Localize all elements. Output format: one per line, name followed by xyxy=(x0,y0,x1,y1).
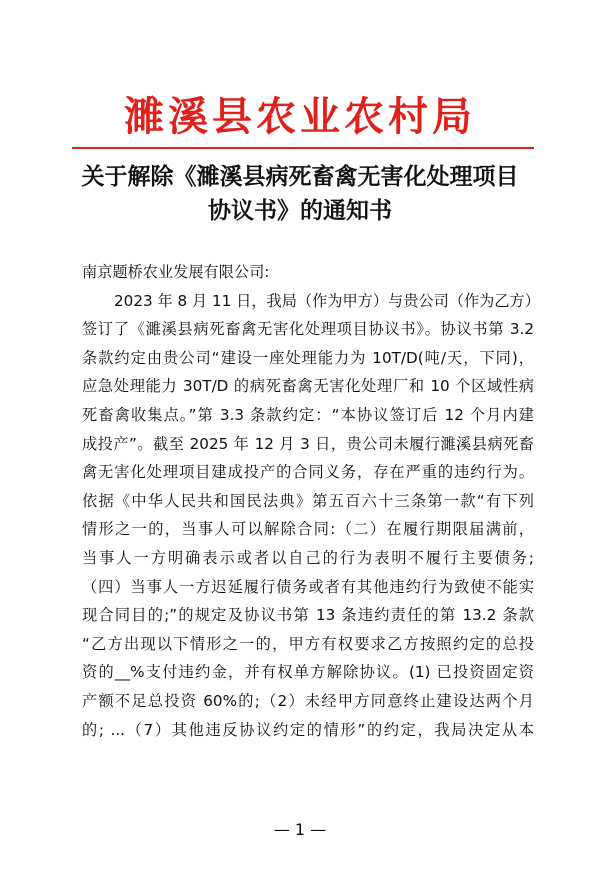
page-number: — 1 — xyxy=(273,820,327,839)
body-line: 成投产”。截至 2025 年 12 月 3 日，贵公司未履行濉溪县病死畜 xyxy=(82,434,534,453)
body-line: 情形之一的，当事人可以解除合同:（二）在履行期限届满前， xyxy=(82,520,534,539)
body-line: 死畜禽收集点。”第 3.3 条款约定：“本协议签订后 12 个月内建 xyxy=(82,405,534,424)
addressee: 南京题桥农业发展有限公司: xyxy=(82,263,270,281)
body-line: 产额不足总投资 60%的;（2）未经甲方同意终止建设达两个月 xyxy=(82,691,534,710)
agency-header: 濉溪县农业农村局 xyxy=(124,93,476,140)
body-line: 资的__%支付违约金，并有权单方解除协议。(1) 已投资固定资 xyxy=(82,663,534,682)
body-line: 现合同目的;”的规定及协议书第 13 条违约责任的第 13.2 条款 xyxy=(82,606,534,625)
title-line-2: 协议书》的通知书 xyxy=(208,198,392,224)
body-line: 应急处理能力 30T/D 的病死畜禽无害化处理厂和 10 个区域性病 xyxy=(82,377,534,396)
document-body xyxy=(82,258,540,744)
body-line: 当事人一方明确表示或者以自己的行为表明不履行主要债务; xyxy=(82,548,534,567)
body-line: “乙方出现以下情形之一的，甲方有权要求乙方按照约定的总投 xyxy=(82,634,534,653)
body-line: 签订了《濉溪县病死畜禽无害化处理项目协议书》。协议书第 3.2 xyxy=(82,320,534,339)
header-red-rule xyxy=(72,147,534,149)
title-line-1: 关于解除《濉溪县病死畜禽无害化处理项目 xyxy=(81,164,519,190)
document-title xyxy=(60,160,540,228)
body-line: 依据《中华人民共和国民法典》第五百六十三条第一款“有下列 xyxy=(82,491,534,510)
body-line: 的; ...（7）其他违反协议约定的情形”的约定，我局决定从本 xyxy=(82,720,534,739)
body-line: 2023 年 8 月 11 日，我局（作为甲方）与贵公司（作为乙方） xyxy=(114,291,540,310)
body-line: （四）当事人一方迟延履行债务或者有其他违约行为致使不能实 xyxy=(82,577,534,596)
body-line: 禽无害化处理项目建成投产的合同义务，存在严重的违约行为。 xyxy=(82,463,534,482)
body-line: 条款约定由贵公司“建设一座处理能力为 10T/D(吨/天，下同)， xyxy=(82,348,534,367)
